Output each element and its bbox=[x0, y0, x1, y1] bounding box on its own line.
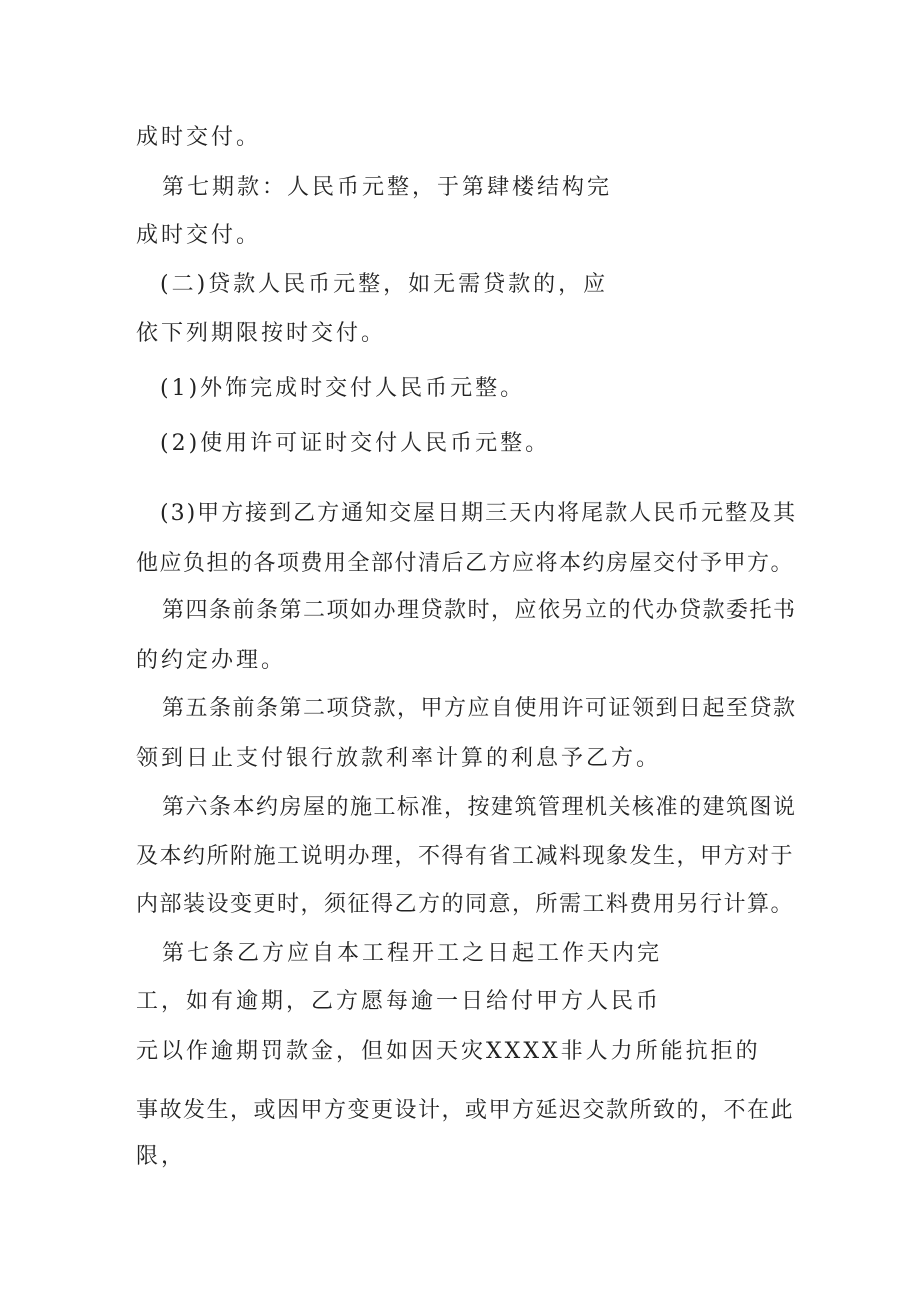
text-line-1: 成时交付。 bbox=[136, 125, 262, 150]
text-line-16: 内部装设变更时，须征得乙方的同意，所需工料费用另行计算。 bbox=[136, 892, 795, 917]
text-line-21: 限， bbox=[136, 1144, 187, 1169]
text-line-5: 依下列期限按时交付。 bbox=[136, 321, 387, 346]
text-line-2: 第七期款：人民币元整，于第肆楼结构完 bbox=[162, 175, 613, 200]
text-line-8: (3)甲方接到乙方通知交屋日期三天内将尾款人民币元整及其 bbox=[160, 501, 798, 526]
text-line-13: 领到日止支付银行放款利率计算的利息予乙方。 bbox=[136, 746, 662, 771]
text-line-3: 成时交付。 bbox=[136, 223, 262, 248]
text-line-9: 他应负担的各项费用全部付清后乙方应将本约房屋交付予甲方。 bbox=[136, 551, 795, 576]
text-line-20: 事故发生，或因甲方变更设计，或甲方延迟交款所致的，不在此 bbox=[136, 1098, 795, 1123]
text-line-10: 第四条前条第二项如办理贷款时，应依另立的代办贷款委托书 bbox=[162, 598, 797, 623]
text-line-4: (二)贷款人民币元整，如无需贷款的，应 bbox=[160, 272, 609, 297]
text-line-7: (2)使用许可证时交付人民币元整。 bbox=[160, 431, 551, 456]
text-line-15: 及本约所附施工说明办理，不得有省工减料现象发生，甲方对于 bbox=[136, 844, 795, 869]
text-line-14: 第六条本约房屋的施工标准，按建筑管理机关核准的建筑图说 bbox=[162, 795, 797, 820]
text-line-18: 工，如有逾期，乙方愿每逾一日给付甲方人民币 bbox=[136, 989, 662, 1014]
text-line-6: (1)外饰完成时交付人民币元整。 bbox=[160, 376, 526, 401]
text-line-19: 元以作逾期罚款金，但如因天灾XXXX非人力所能抗拒的 bbox=[136, 1039, 761, 1064]
text-line-12: 第五条前条第二项贷款，甲方应自使用许可证领到日起至贷款 bbox=[162, 696, 797, 721]
text-line-17: 第七条乙方应自本工程开工之日起工作天内完 bbox=[162, 941, 663, 966]
text-line-11: 的约定办理。 bbox=[136, 648, 287, 673]
